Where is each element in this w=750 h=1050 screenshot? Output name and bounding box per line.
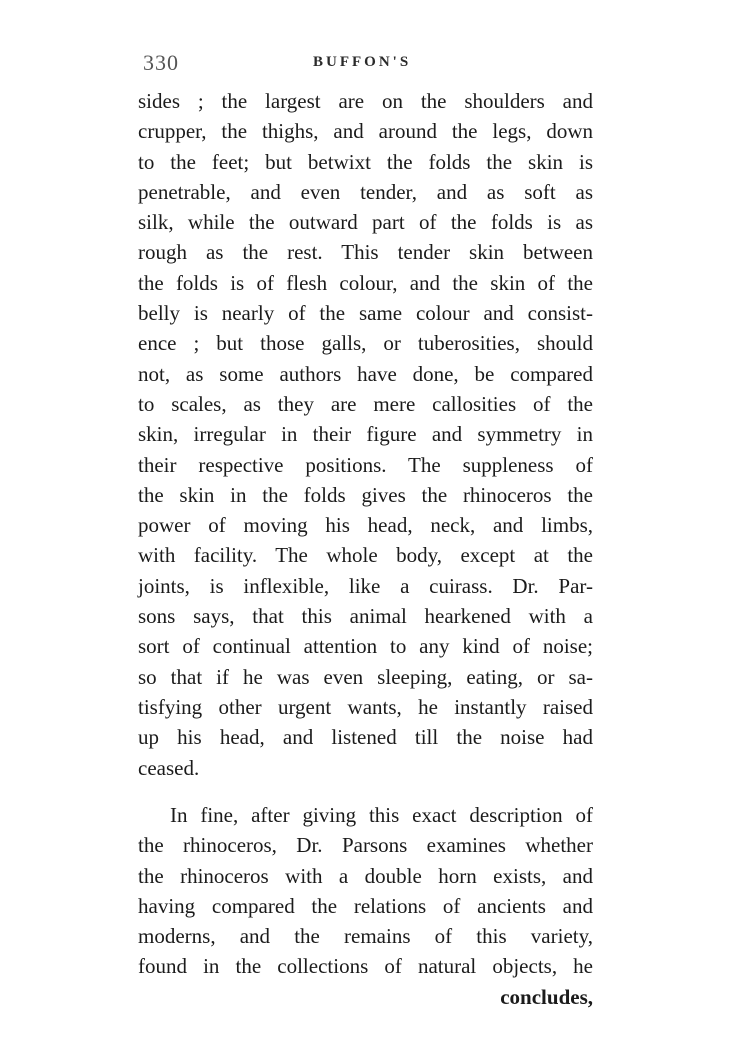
text-line: found in the collections of natural objects, he [138, 954, 593, 979]
text-line: the skin in the folds gives the rhinoceros the [138, 482, 593, 507]
text-line: skin, irregular in their figure and symmetry in [138, 422, 593, 447]
paragraph-1 [138, 86, 593, 783]
text-line: with facility. The whole body, except at the [138, 543, 593, 568]
text-line: the rhinoceros, Dr. Parsons examines whether [138, 833, 593, 858]
text-line: belly is nearly of the same colour and consist- [138, 301, 593, 326]
text-line: moderns, and the remains of this variety, [138, 924, 593, 949]
text-line: ence ; but those galls, or tuberosities, should [138, 331, 593, 356]
text-line: their respective positions. The suppleness of [138, 452, 593, 477]
text-line: power of moving his head, neck, and limbs, [138, 513, 593, 538]
text-line: silk, while the outward part of the folds is as [138, 210, 593, 235]
text-line: tisfying other urgent wants, he instantly raised [138, 694, 593, 719]
text-line: having compared the relations of ancients and [138, 893, 593, 918]
catchword: concludes, [500, 984, 593, 1009]
page-number: 330 [143, 50, 179, 75]
text-line: In fine, after giving this exact description of [170, 803, 593, 827]
text-line: the folds is of flesh colour, and the skin of the [138, 270, 593, 295]
text-line: so that if he was even sleeping, eating, or sa- [138, 664, 593, 689]
text-line: crupper, the thighs, and around the legs, down [138, 119, 593, 144]
text-line: penetrable, and even tender, and as soft as [138, 179, 593, 204]
text-line: rough as the rest. This tender skin between [138, 240, 593, 265]
text-line: up his head, and listened till the noise had [138, 725, 593, 750]
page-header [143, 50, 593, 80]
text-line: sons says, that this animal hearkened with a [138, 604, 593, 629]
text-line: to the feet; but betwixt the folds the skin is [138, 149, 593, 174]
text-line: the rhinoceros with a double horn exists, and [138, 863, 593, 888]
text-line: ceased. [138, 755, 200, 780]
text-line: sort of continual attention to any kind of noise; [138, 634, 593, 659]
paragraph-2 [138, 800, 593, 1012]
text-line: sides ; the largest are on the shoulders and [138, 89, 593, 113]
text-line: to scales, as they are mere callosities of the [138, 391, 593, 416]
text-line: not, as some authors have done, be compared [138, 361, 593, 386]
running-head: BUFFON'S [313, 54, 412, 70]
text-line: joints, is inflexible, like a cuirass. Dr. Par- [138, 573, 593, 598]
